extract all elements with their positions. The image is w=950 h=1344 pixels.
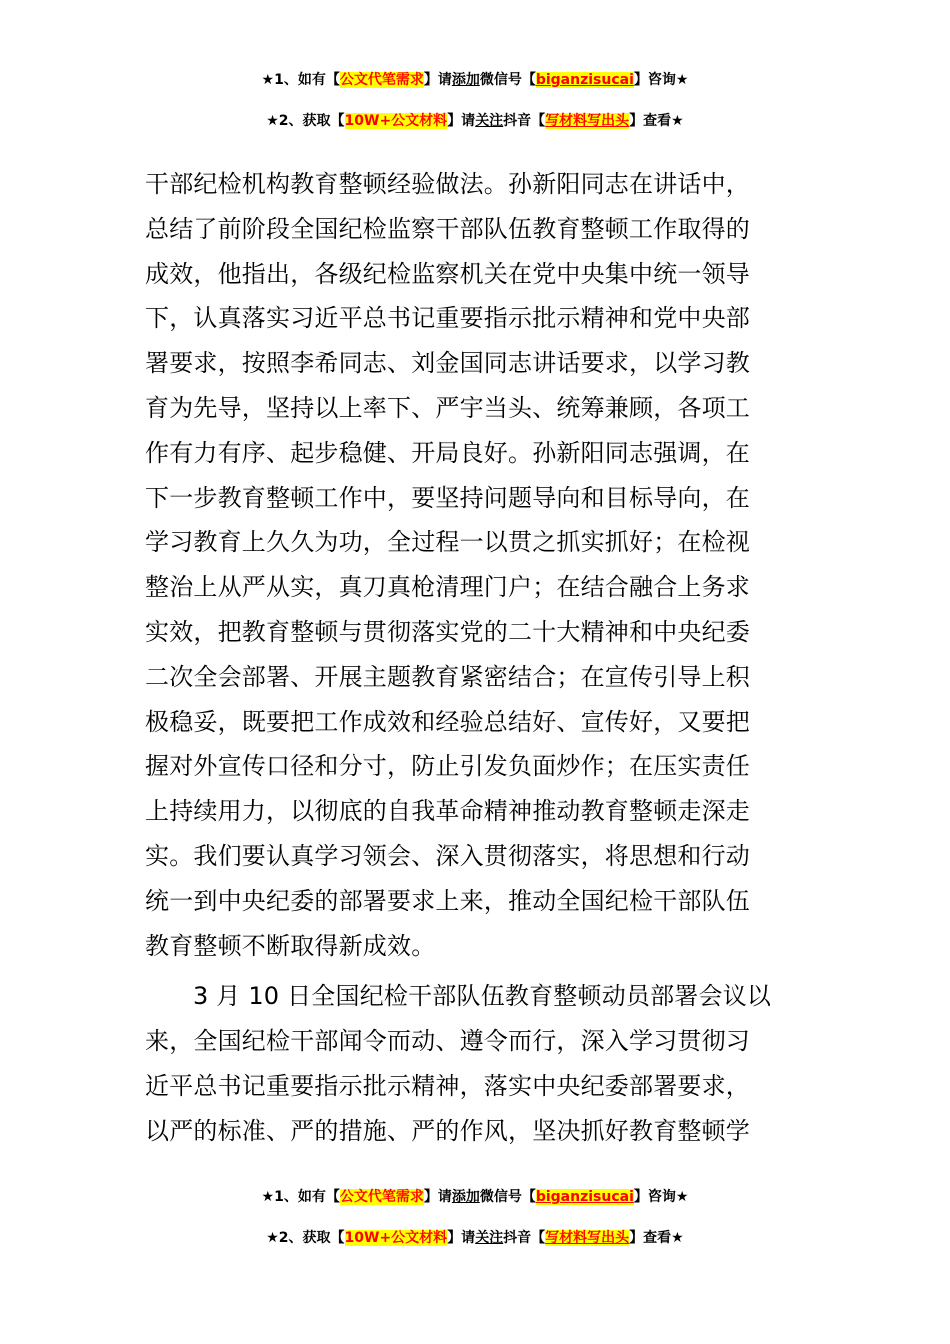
banner-text: 】请 [447, 113, 476, 129]
banner-text: ★1、如有【 [261, 1189, 340, 1205]
text-line: 二次全会部署、开展主题教育紧密结合；在宣传引导上积 [145, 662, 750, 691]
text-line: 下，认真落实习近平总书记重要指示批示精神和党中央部 [145, 304, 750, 333]
text-line: 整治上从严从实，真刀真枪清理门户；在结合融合上务求 [145, 573, 750, 602]
document-body [145, 162, 810, 1154]
text-line: 育为先导，坚持以上率下、严宇当头、统筹兼顾，各项工 [145, 393, 750, 422]
banner-emphasis: 添加 [451, 1189, 480, 1205]
text-line: 实。我们要认真学习领会、深入贯彻落实，将思想和行动 [145, 841, 750, 870]
banner-emphasis: 关注 [475, 113, 504, 129]
text-line: 近平总书记重要指示批示精神，落实中央纪委部署要求， [145, 1071, 750, 1100]
text-line: 署要求，按照李希同志、刘金国同志讲话要求，以学习教 [145, 349, 750, 378]
text-line: 来，全国纪检干部闻令而动、遵令而行，深入学习贯彻习 [145, 1027, 750, 1056]
banner-highlight: 公文代笔需求 [339, 1189, 424, 1205]
banner-text: 】请 [423, 72, 452, 88]
banner-text: 微信号【 [479, 1189, 536, 1205]
text-line: 学习教育上久久为功，全过程一以贯之抓实抓好；在检视 [145, 528, 750, 557]
text-line: 上持续用力，以彻底的自我革命精神推动教育整顿走深走 [145, 797, 750, 826]
banner-highlight: 公文代笔需求 [339, 72, 424, 88]
text-line: 统一到中央纪委的部署要求上来，推动全国纪检干部队伍 [145, 886, 750, 915]
douyin-id-highlight: 写材料写出头 [545, 113, 630, 129]
text-line: 握对外宣传口径和分寸，防止引发负面炒作；在压实责任 [145, 752, 750, 781]
banner-text: 】查看★ [629, 1230, 684, 1246]
banner-text: ★1、如有【 [261, 72, 340, 88]
banner-text: 抖音【 [503, 1230, 546, 1246]
banner-emphasis: 关注 [475, 1230, 504, 1246]
banner-text: 】咨询★ [633, 1189, 689, 1205]
paragraph-1 [145, 162, 810, 968]
text-line: 3 月 10 日全国纪检干部队伍教育整顿动员部署会议以 [193, 982, 772, 1011]
text-line: 极稳妥，既要把工作成效和经验总结好、宣传好，又要把 [145, 707, 750, 736]
banner-text: ★2、获取【 [266, 1230, 345, 1246]
banner-text: 】请 [447, 1230, 476, 1246]
banner-emphasis: 添加 [451, 72, 480, 88]
banner-highlight: 10W+公文材料 [344, 1230, 448, 1246]
text-line: 下一步教育整顿工作中，要坚持问题导向和目标导向，在 [145, 483, 750, 512]
banner-text: 】查看★ [629, 113, 684, 129]
banner-text: 】请 [423, 1189, 452, 1205]
text-line: 作有力有序、起步稳健、开局良好。孙新阳同志强调，在 [145, 438, 750, 467]
banner-highlight: 10W+公文材料 [344, 113, 448, 129]
banner-text: ★2、获取【 [266, 113, 345, 129]
text-line: 干部纪检机构教育整顿经验做法。孙新阳同志在讲话中， [145, 170, 750, 198]
header-banner-line-1 [0, 70, 950, 90]
text-line: 实效，把教育整顿与贯彻落实党的二十大精神和中央纪委 [145, 617, 750, 646]
wechat-id-highlight: biganzisucai [535, 72, 634, 88]
paragraph-2 [145, 974, 810, 1153]
text-line: 成效，他指出，各级纪检监察机关在党中央集中统一领导 [145, 259, 750, 288]
footer-banner-line-2 [0, 1228, 950, 1248]
banner-text: 】咨询★ [633, 72, 689, 88]
banner-text: 微信号【 [479, 72, 536, 88]
douyin-id-highlight: 写材料写出头 [545, 1230, 630, 1246]
text-line: 以严的标准、严的措施、严的作风，坚决抓好教育整顿学 [145, 1116, 750, 1145]
header-banner-line-2 [0, 111, 950, 131]
wechat-id-highlight: biganzisucai [535, 1189, 634, 1205]
text-line: 总结了前阶段全国纪检监察干部队伍教育整顿工作取得的 [145, 214, 750, 243]
footer-banner-line-1 [0, 1187, 950, 1207]
banner-text: 抖音【 [503, 113, 546, 129]
text-line: 教育整顿不断取得新成效。 [145, 931, 436, 960]
